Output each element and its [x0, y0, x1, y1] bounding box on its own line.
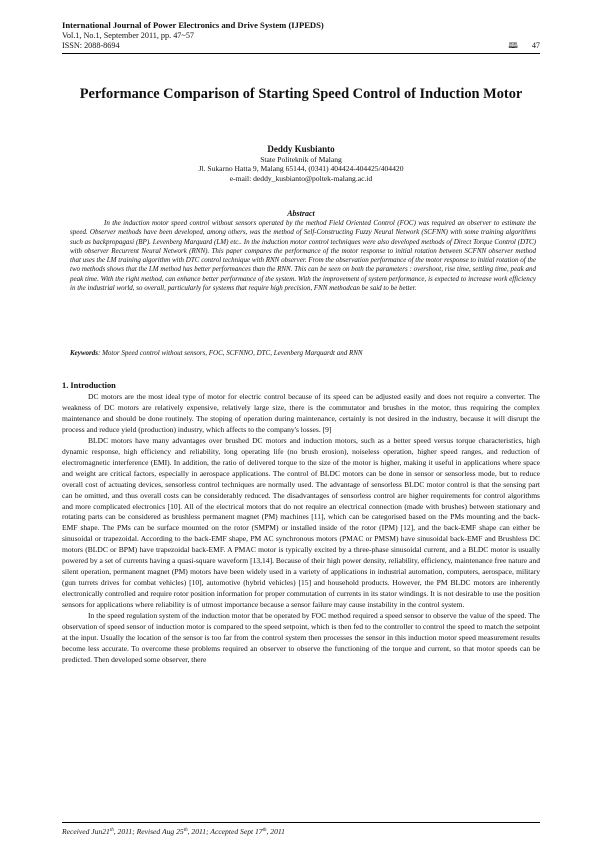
book-icon: 🕮 — [508, 41, 518, 50]
paper-title: Performance Comparison of Starting Speed Control of Induction Motor — [79, 86, 523, 102]
abstract-body — [70, 219, 536, 293]
accepted-date: , 2011; Accepted Sept 17 — [187, 827, 263, 836]
revised-date: , 2011; Revised Aug 25 — [113, 827, 184, 836]
author-name: Deddy Kusbianto — [267, 144, 335, 154]
page-number: 47 — [531, 41, 540, 50]
footer-dates — [62, 827, 285, 836]
body-paragraph: DC motors are the most ideal type of motor for electric control because of its speed can be adjusted easily and does not require a converter. The weakness of DC motors are relatively expensive, relatively large size, there is the commutator and brushes in the motor, thus requiring the complex maintenance and should be done routinely. The stoping of operation during maintenance, certainly is not desired in the industry, because it will disrupt the process and reduce yield (production) industry, which affects to the company's losses. [9] — [62, 392, 540, 434]
author-institution: State Politeknik of Malang — [260, 155, 342, 164]
ordinal-sup: th — [262, 828, 267, 833]
author-address: Jl. Sukarno Hatta 9, Malang 65144, (0341) 404424-404425/404420 — [198, 164, 404, 174]
author-affiliation — [62, 155, 540, 183]
section-body — [62, 392, 540, 666]
header-page-area — [508, 41, 540, 52]
journal-volume: Vol.1, No.1, September 2011, pp. 47~57 — [62, 30, 195, 40]
body-paragraph: In the speed regulation system of the induction motor that be operated by FOC method required a speed sensor to observe the value of the speed. The observation of speed sensor of induction motor is compared to the speed setpoint, which is then fed to the controller to control the speed to match the setpoint at the input. Usually the location of the sensor is too far from the control system then processes the sensor in this induction motor speed measurement results become less accurate. To overcome these problems required an observer to observe the functioning of the torque and current, so that motor speeds can be predicted. Then developed some observer, there — [62, 611, 540, 664]
abstract-text: In the induction motor speed control without sensors operated by the method Field Oriented Control (FOC) was required an observer to estimate the speed. Observer methods have been developed, among others, was the method of Self-Constructing Fuzzy Neural Network (SCFNN) with some training algorithms such as backpropagasi (BP). Levenberg Marquard (LM) etc.. In the induction motor control techniques were also developed methods of Direct Torque Control (DTC) with observer Recurrent Neural Network (RNN). This paper compares the performance of the motor response to initial rotation between SCFNN observer method that uses the LM training algorithm with DTC control technique with RNN observer. From the observation performance of the motor response to initial rotation of the two methods shows that the LM method has better performances than the RNN. This can be seen on both the parameters : overshoot, rise time, settling time, peak and peak time. With the right method, can enhance better performance of the system. With the improvement of system performance, is expected to increase work efficiency in the industrial world, so overall, particularly for systems that require high precision, FNN methodcan be said to be better. — [70, 219, 536, 293]
running-header — [62, 20, 540, 52]
ordinal-sup: th — [183, 828, 188, 833]
received-date: Received Jun21 — [62, 827, 110, 836]
body-paragraph: BLDC motors have many advantages over brushed DC motors and induction motors, such as a better speed versus torque characteristics, high dynamic response, high efficiency and reliability, long operating life (no brush erosion), noiseless operation, higher speed ranges, and reduction of electromagnetic interference (EMI). In addition, the ratio of delivered torque to the size of the motor is higher, making it useful in applications where space and weight are critical factors, especially in aerospace applications. The control of BLDC motors can be done in sensor or sensorless mode, but to reduce overall cost of actuating devices, sensorless control techniques are normally used. The advantage of sensorless BLDC motor control is that the sensing part can be omitted, and thus overall costs can be considerably reduced. The disadvantages of sensorless control are higher requirements for control algorithms and more complicated electronics [10]. All of the electrical motors that do not require an electrical connection (made with brushes) between stationary and rotating parts can be considered as brushless permanent magnet (PM) machines [11], which can be categorised based on the PMs mounting and the back-EMF shape. The PMs can be surface mounted on the rotor (SMPM) or installed inside of the rotor (IPM) [12], and the back-EMF shape can either be sinusoidal or trapezoidal. According to the back-EMF shape, PM AC synchronous motors (PMAC or PMSM) have sinusoidal back-EMF and Brushless DC motors (BLDC or BPM) have trapezoidal back-EMF. A PMAC motor is typically excited by a three-phase sinusoidal current, and a BLDC motor is usually powered by a set of currents having a quasi-square waveform [13,14]. Because of their high power density, reliability, efficiency, maintenance free nature and silent operation, permanent magnet (PM) motors have been widely used in a variety of applications in industrial automation, computers, aerospace, military (gun turrets drives for combat vehicles) [10], automotive (hybrid vehicles) [15] and household products. However, the PM BLDC motors are inherently electronically controlled and require rotor position information for proper commutation of currents in its stator windings. It is not desirable to use the position sensors for applications where reliability is of utmost importance because a sensor failure may cause instability in the control system. — [62, 435, 540, 610]
author-email: e-mail: deddy_kusbianto@poltek-malang.ac.id — [229, 173, 373, 183]
accepted-year: , 2011 — [266, 827, 285, 836]
keywords — [70, 349, 536, 357]
journal-issn: ISSN: 2088-8694 — [62, 41, 120, 50]
abstract-heading: Abstract — [287, 209, 315, 218]
ordinal-sup: th — [109, 828, 114, 833]
keywords-text: : Motor Speed control without sensors, FOC, SCFNNO, DTC, Levenberg Marquardt and RNN — [98, 349, 363, 357]
keywords-label: Keywords — [70, 349, 98, 357]
footer-rule — [62, 822, 540, 823]
header-rule — [62, 53, 540, 54]
section-heading: 1. Introduction — [62, 381, 116, 390]
journal-name: International Journal of Power Electronics and Drive System (IJPEDS) — [62, 20, 324, 30]
